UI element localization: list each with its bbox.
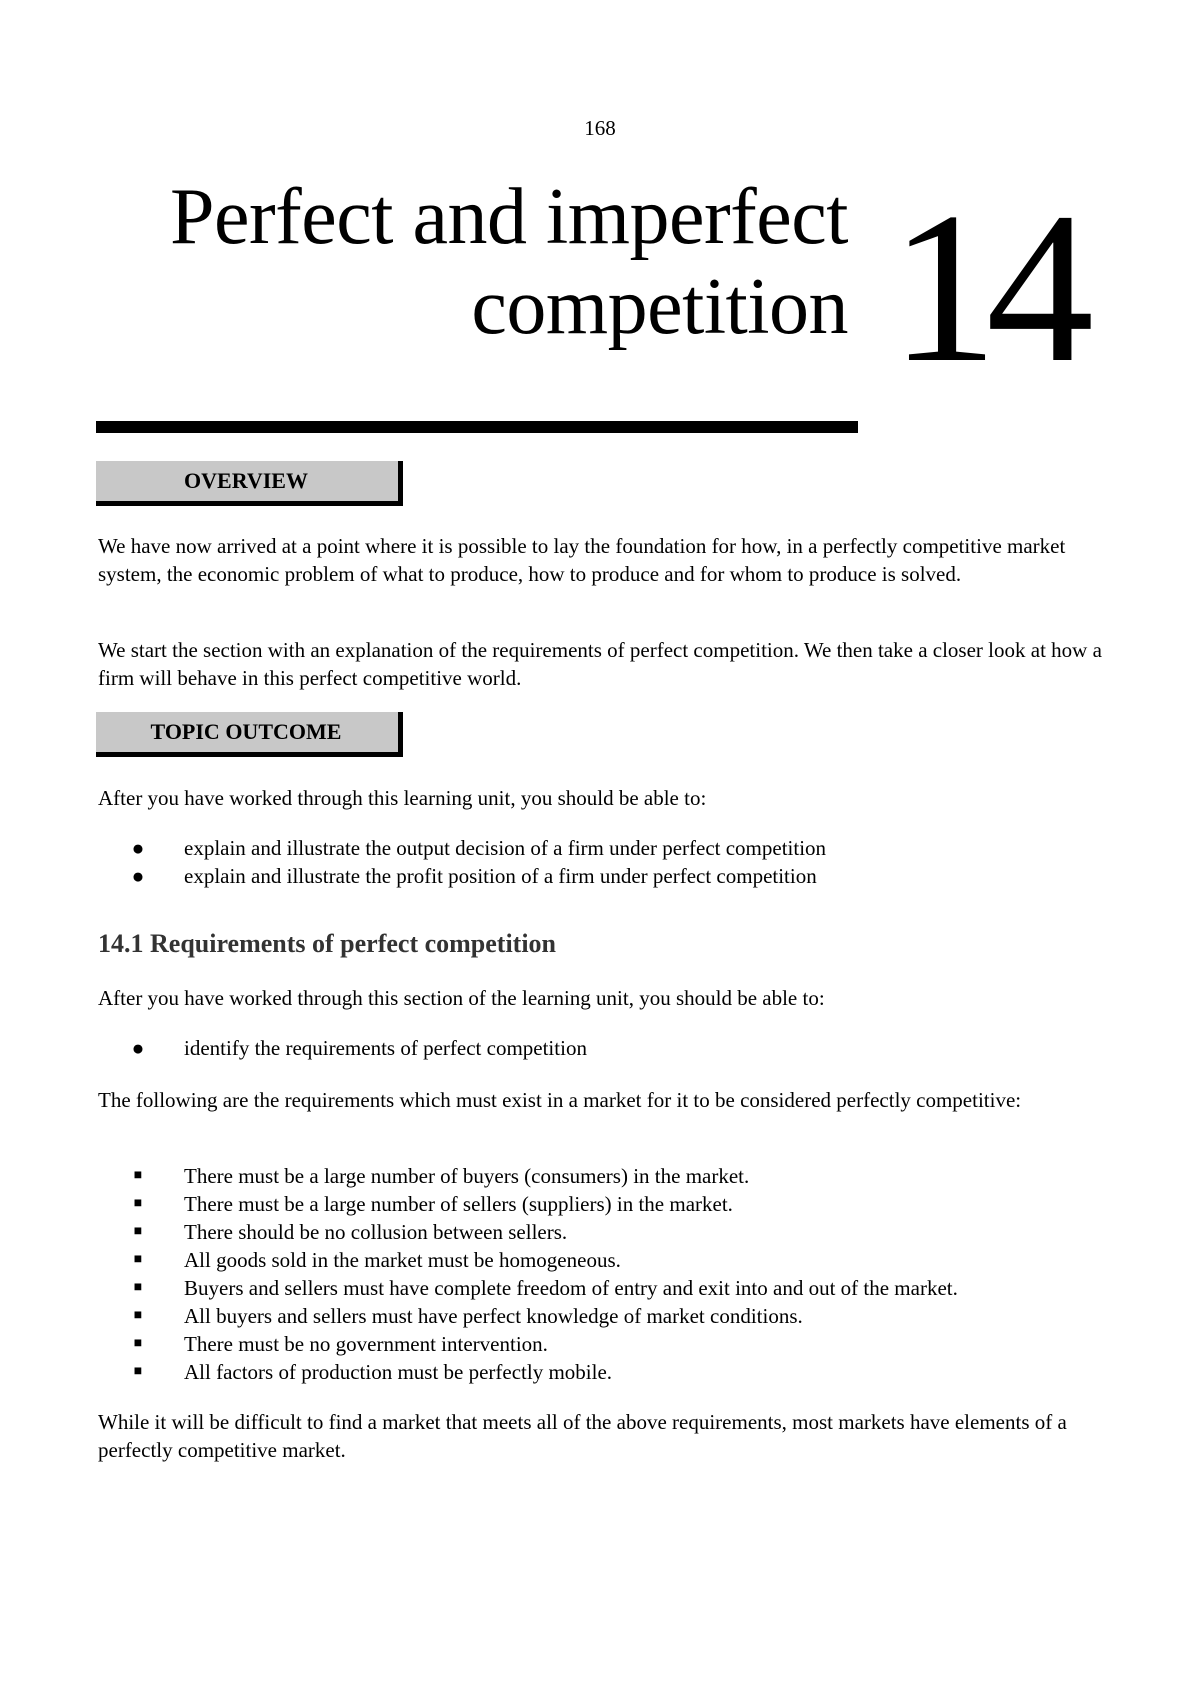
- topic-outcome-list: [98, 834, 1108, 890]
- list-item: [98, 1302, 1108, 1330]
- bullet-dot-icon: ●: [131, 836, 145, 860]
- list-item: [98, 1246, 1108, 1274]
- list-item: [98, 1218, 1108, 1246]
- title-divider: [96, 421, 858, 433]
- list-item-text: identify the requirements of perfect competition: [184, 1036, 587, 1060]
- square-bullet-icon: ■: [133, 1224, 143, 1239]
- list-item-text: There must be a large number of sellers (suppliers) in the market.: [184, 1192, 733, 1216]
- list-item-text: All buyers and sellers must have perfect knowledge of market conditions.: [184, 1304, 803, 1328]
- page-number: 168: [584, 116, 616, 140]
- topic-outcome-label: TOPIC OUTCOME: [150, 719, 342, 744]
- list-item: [98, 862, 1108, 890]
- requirements-list: [98, 1162, 1108, 1386]
- list-item: [98, 1190, 1108, 1218]
- chapter-number: 14: [890, 168, 1082, 407]
- section-intro: After you have worked through this section of the learning unit, you should be able to:: [98, 986, 825, 1010]
- bullet-dot-icon: ●: [131, 1036, 145, 1060]
- list-item-text: All factors of production must be perfectly mobile.: [184, 1360, 613, 1384]
- list-item-text: explain and illustrate the profit position of a firm under perfect competition: [184, 864, 817, 888]
- list-item-text: explain and illustrate the output decision of a firm under perfect competition: [184, 836, 827, 860]
- list-item: [98, 1358, 1108, 1386]
- square-bullet-icon: ■: [133, 1280, 143, 1295]
- requirements-intro: The following are the requirements which must exist in a market for it to be considered perfectly competitive:: [98, 1088, 1022, 1112]
- list-item-text: There must be a large number of buyers (consumers) in the market.: [184, 1164, 750, 1188]
- list-item: [98, 1162, 1108, 1190]
- section-outcome-list: [98, 1034, 1108, 1062]
- list-item: [98, 1330, 1108, 1358]
- square-bullet-icon: ■: [133, 1252, 143, 1267]
- list-item: [98, 834, 1108, 862]
- list-item-text: There must be no government intervention.: [184, 1332, 548, 1356]
- bullet-dot-icon: ●: [131, 864, 145, 888]
- square-bullet-icon: ■: [133, 1196, 143, 1211]
- chapter-title: [170, 172, 848, 352]
- overview-label-box: [96, 461, 403, 506]
- list-item-text: Buyers and sellers must have complete freedom of entry and exit into and out of the market.: [184, 1276, 958, 1300]
- list-item-text: All goods sold in the market must be homogeneous.: [184, 1248, 621, 1272]
- square-bullet-icon: ■: [133, 1308, 143, 1323]
- section-heading: 14.1 Requirements of perfect competition: [98, 929, 557, 958]
- topic-outcome-intro: After you have worked through this learning unit, you should be able to:: [98, 786, 707, 810]
- overview-paragraph-2: We start the section with an explanation of the requirements of perfect competition. We then take a closer look at how a firm will behave in this perfect competitive world.: [98, 638, 1102, 690]
- list-item: [98, 1034, 1108, 1062]
- list-item-text: There should be no collusion between sellers.: [184, 1220, 568, 1244]
- overview-label: OVERVIEW: [184, 468, 308, 493]
- section-closing-paragraph: While it will be difficult to find a market that meets all of the above requirements, most markets have elements of a perfectly competitive market.: [98, 1410, 1067, 1462]
- topic-outcome-label-box: [96, 712, 403, 757]
- square-bullet-icon: ■: [133, 1336, 143, 1351]
- list-item: [98, 1274, 1108, 1302]
- overview-paragraph-1: We have now arrived at a point where it is possible to lay the foundation for how, in a perfectly competitive market system, the economic problem of what to produce, how to produce and for whom to produce is solved.: [98, 534, 1066, 586]
- chapter-title-line-2: competition: [471, 263, 848, 351]
- square-bullet-icon: ■: [133, 1364, 143, 1379]
- square-bullet-icon: ■: [133, 1168, 143, 1183]
- chapter-title-line-1: Perfect and imperfect: [169, 173, 848, 261]
